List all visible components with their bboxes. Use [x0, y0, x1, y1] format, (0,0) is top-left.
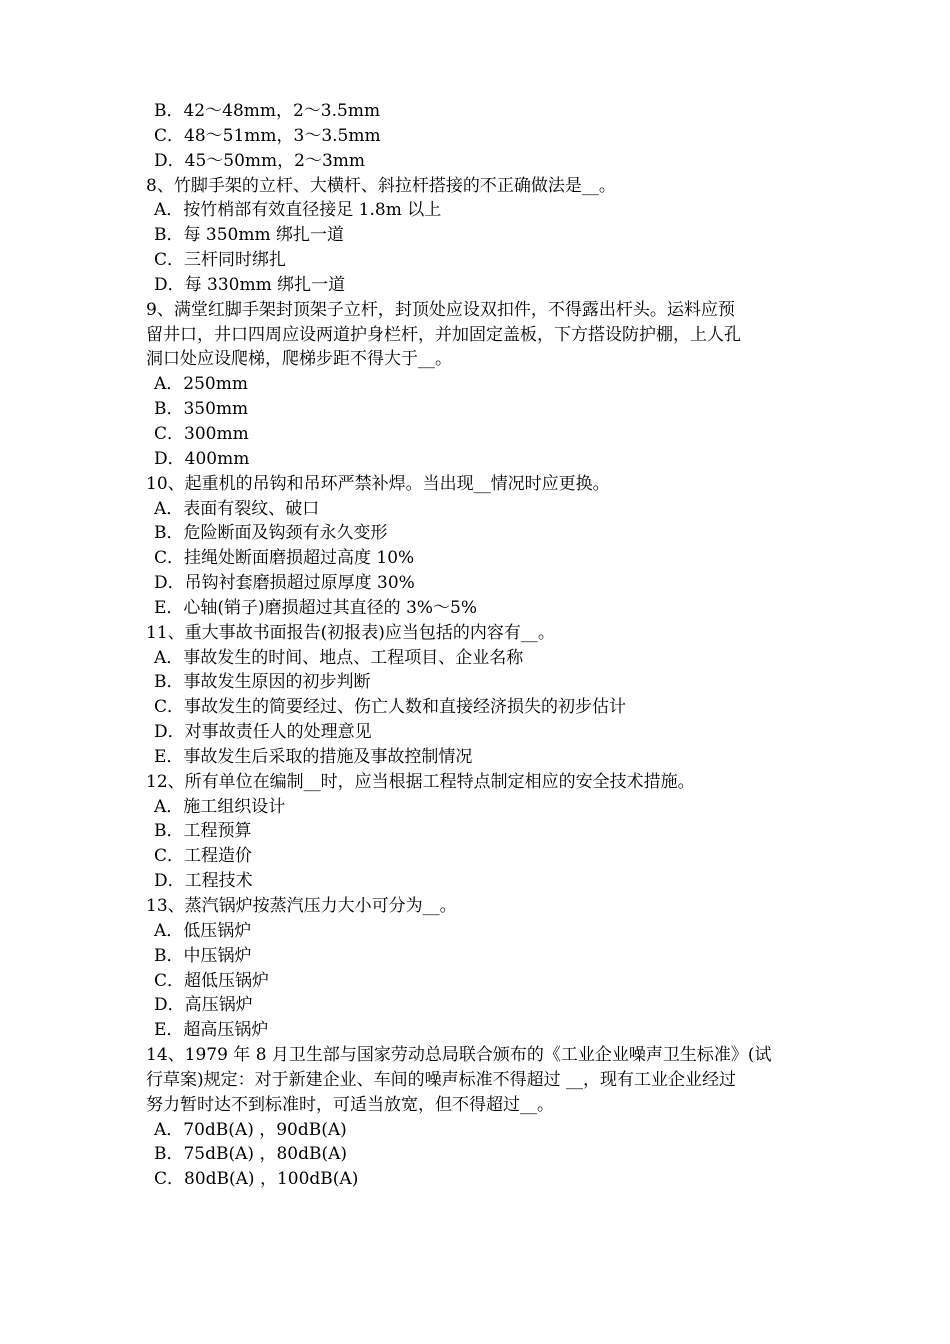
question-stem: 13、蒸汽锅炉按蒸汽压力大小可分为__。 — [146, 896, 457, 916]
option-c: C．80dB(A) ，100dB(A) — [154, 1169, 359, 1190]
question-stem-line: 14、1979 年 8 月卫生部与国家劳动总局联合颁布的《工业企业噪声卫生标准》(试 — [146, 1045, 772, 1066]
question-9 — [146, 298, 818, 472]
option-a: A．按竹梢部有效直径接足 1.8m 以上 — [154, 200, 442, 221]
question-10 — [146, 472, 818, 621]
option-b: B．350mm — [154, 399, 249, 420]
question-stem-line: 努力暂时达不到标准时，可适当放宽，但不得超过__。 — [146, 1094, 554, 1115]
question-stem: 8、竹脚手架的立杆、大横杆、斜拉杆搭接的不正确做法是__。 — [146, 175, 616, 196]
option-b: B．事故发生原因的初步判断 — [154, 672, 371, 693]
option-c: C．300mm — [154, 423, 249, 444]
option-d: D．吊钩衬套磨损超过原厚度 30% — [154, 573, 415, 594]
question-stem-line: 行草案)规定：对于新建企业、车间的噪声标准不得超过 __，现有工业企业经过 — [146, 1069, 737, 1090]
option-a: A．表面有裂纹、破口 — [154, 498, 320, 519]
option-c: C．事故发生的简要经过、伤亡人数和直接经济损失的初步估计 — [154, 697, 627, 718]
option-c: C．挂绳处断面磨损超过高度 10% — [154, 548, 415, 569]
option-b: B．42～48mm，2～3.5mm — [154, 101, 381, 121]
question-stem-line: 留井口，井口四周应设两道护身栏杆，并加固定盖板，下方搭设防护棚，上人孔 — [146, 324, 741, 345]
option-a: A．250mm — [154, 374, 248, 395]
question-8 — [146, 174, 818, 298]
option-d: D．高压锅炉 — [154, 995, 253, 1016]
question-12 — [146, 770, 818, 894]
option-e: E．事故发生后采取的措施及事故控制情况 — [154, 746, 473, 767]
question-stem: 11、重大事故书面报告(初报表)应当包括的内容有__。 — [146, 622, 555, 643]
question-stem: 12、所有单位在编制__时，应当根据工程特点制定相应的安全技术措施。 — [146, 771, 695, 792]
option-c: C．48～51mm，3～3.5mm — [154, 125, 381, 146]
question-7-options — [146, 99, 818, 174]
option-d: D．每 330mm 绑扎一道 — [154, 274, 346, 295]
question-11 — [146, 621, 818, 770]
option-d: D．400mm — [154, 448, 250, 469]
option-c: C．工程造价 — [154, 846, 253, 867]
option-e: E．心轴(销子)磨损超过其直径的 3%～5% — [154, 597, 478, 618]
option-b: B．工程预算 — [154, 821, 252, 842]
option-d: D．45～50mm，2～3mm — [154, 150, 366, 171]
option-a: A．低压锅炉 — [154, 920, 252, 941]
option-a: A．施工组织设计 — [154, 796, 286, 817]
question-13 — [146, 894, 818, 1043]
option-b: B．每 350mm 绑扎一道 — [154, 225, 344, 246]
option-a: A．70dB(A) ，90dB(A) — [154, 1119, 347, 1140]
option-c: C．超低压锅炉 — [154, 970, 270, 991]
question-stem-line: 洞口处应设爬梯，爬梯步距不得大于__。 — [146, 349, 452, 370]
question-stem-line: 9、满堂红脚手架封顶架子立杆，封顶处应设双扣件，不得露出杆头。运料应预 — [146, 299, 735, 320]
option-b: B．中压锅炉 — [154, 945, 252, 966]
option-b: B．75dB(A) ，80dB(A) — [154, 1144, 347, 1165]
question-list — [146, 99, 818, 1192]
option-d: D．对事故责任人的处理意见 — [154, 722, 372, 743]
option-a: A．事故发生的时间、地点、工程项目、企业名称 — [154, 647, 524, 668]
option-b: B．危险断面及钩颈有永久变形 — [154, 523, 388, 544]
question-stem: 10、起重机的吊钩和吊环严禁补焊。当出现__情况时应更换。 — [146, 473, 610, 494]
option-c: C．三杆同时绑扎 — [154, 250, 287, 271]
option-d: D．工程技术 — [154, 871, 253, 892]
option-e: E．超高压锅炉 — [154, 1020, 269, 1041]
question-14 — [146, 1043, 818, 1192]
